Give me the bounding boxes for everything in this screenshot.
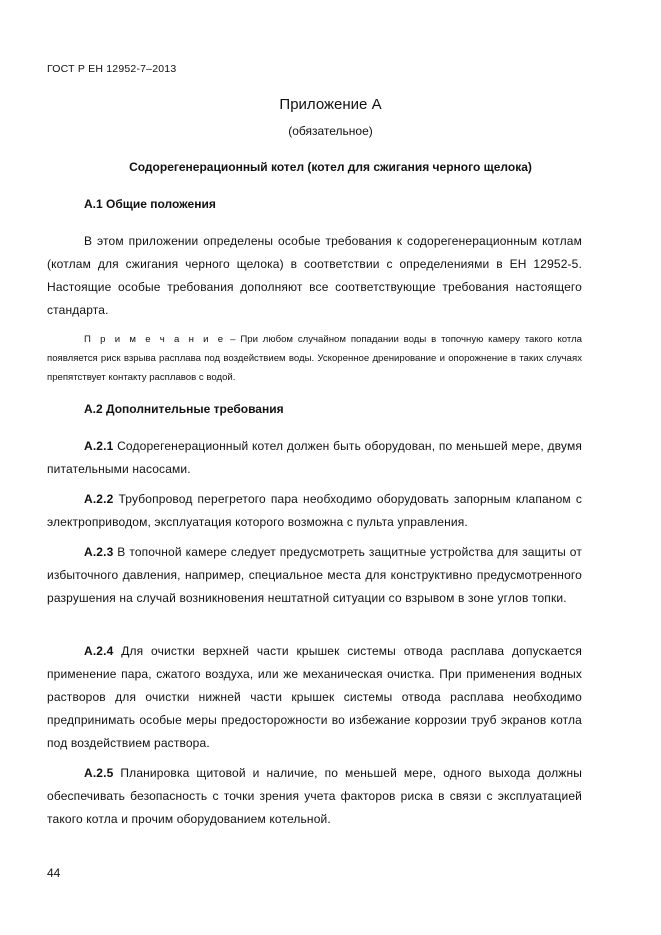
clause-text: Содорегенерационный котел должен быть оборудован, по меньшей мере, двумя питательными насосами. — [47, 439, 582, 476]
annex-status: (обязательное) — [288, 124, 373, 138]
clause-number: А.2.3 — [84, 545, 114, 559]
note — [47, 330, 582, 387]
standard-code-header: ГОСТ Р ЕН 12952-7–2013 — [47, 63, 177, 75]
clause-a21 — [47, 435, 582, 481]
clause-a22 — [47, 488, 582, 534]
clause-a24 — [47, 640, 582, 755]
annex-title: Приложение А — [279, 96, 382, 113]
clause-number: А.2.1 — [84, 439, 114, 453]
clause-number: А.2.5 — [84, 766, 114, 780]
clause-a23 — [47, 541, 582, 610]
note-text: – При любом случайном попадании воды в топочную камеру такого котла появляется риск взрыва расплава под воздействием воды. Ускоренное дренирование и опорожнение в таких случаях препятствует контакту расплавов с водой. — [47, 334, 583, 383]
section-a1-heading: А.1 Общие положения — [84, 197, 216, 211]
clause-text: В топочной камере следует предусмотреть защитные устройства для защиты от избыточного давления, например, специальное места для конструктивно предусмотренного разрушения на случай возникновения нештатной ситуации со взрывом в зоне углов топки. — [47, 545, 582, 605]
clause-number: А.2.2 — [84, 492, 114, 506]
clause-text: Планировка щитовой и наличие, по меньшей мере, одного выхода должны обеспечивать безопасность с точки зрения учета факторов риска в связи с эксплуатацией такого котла и прочим оборудованием котельной. — [47, 766, 582, 826]
section-a2-heading: А.2 Дополнительные требования — [84, 402, 284, 416]
clause-text: Трубопровод перегретого пара необходимо оборудовать запорным клапаном с электроприводом, эксплуатация которого возможна с пульта управления. — [47, 492, 582, 529]
annex-heading: Содорегенерационный котел (котел для сжигания черного щелока) — [129, 160, 532, 174]
page-number: 44 — [47, 866, 61, 880]
clause-a25 — [47, 762, 582, 831]
clause-text: Для очистки верхней части крышек системы отвода расплава допускается применение пара, сжатого воздуха, или же механическая очистка. При применения водных растворов для очистки нижней части крышек системы отвода расплава необходимо предпринимать особые меры предосторожности во избежание коррозии труб экранов котла под воздействием раствора. — [47, 644, 582, 750]
section-a1-paragraph: В этом приложении определены особые требования к содорегенерационным котлам (котлам для сжигания черного щелока) в соответствии с определениями в ЕН 12952-5. Настоящие особые требования дополняют все соответствующие требования настоящего стандарта. — [47, 234, 582, 317]
note-label: П р и м е ч а н и е — [84, 334, 226, 345]
clause-number: А.2.4 — [84, 644, 114, 658]
